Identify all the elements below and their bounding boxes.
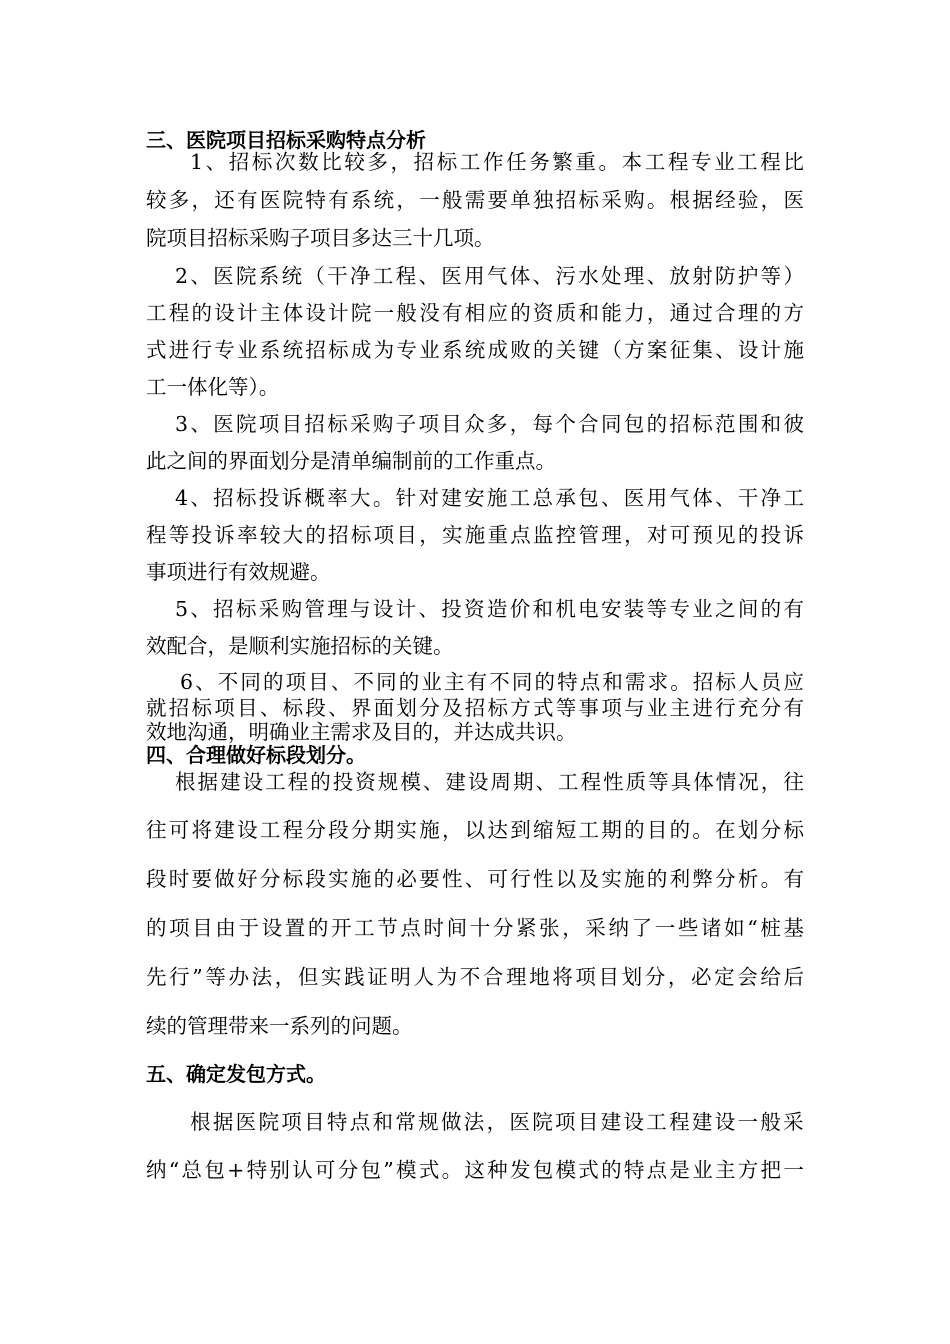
section-5-heading: 五、确定发包方式。 [146, 1062, 326, 1086]
s5-p1-line-2: 纳 “ 总 包 + 特 别 认 可 分 包 ” 模 式 。 这 种 发 包 模 式 的 特 点 是 业 主 方 把 一 [146, 1158, 804, 1182]
s5-p1-line-1: 根 据 医 院 项 目 特 点 和 常 规 做 法 ， 医 院 项 目 建 设 工 程 建 设 一 般 采 [190, 1110, 804, 1134]
s4-p1-line-3: 段 时 要 做 好 分 标 段 实 施 的 必 要 性 、 可 行 性 以 及 实 施 的 利 弊 分 析 。 有 [146, 867, 804, 891]
s3-p6-line-2: 就 招 标 项 目 、 标 段 、 界 面 划 分 及 招 标 方 式 等 事 项 与 业 主 进 行 充 分 有 [146, 696, 804, 720]
section-3-heading: 三、医院项目招标采购特点分析 [146, 128, 426, 152]
s4-p1-line-5: 先 行 ” 等 办 法 ， 但 实 践 证 明 人 为 不 合 理 地 将 项 目 划 分 ， 必 定 会 给 后 [146, 965, 804, 989]
s3-p5-line-2: 效配合，是顺利实施招标的关键。 [146, 634, 454, 658]
s3-p4-line-2: 程 等 投 诉 率 较 大 的 招 标 项 目 ， 实 施 重 点 监 控 管 理 ， 对 可 预 见 的 投 诉 [146, 523, 804, 547]
s3-p6-line-1: 6 、 不 同 的 项 目 、 不 同 的 业 主 有 不 同 的 特 点 和 需 求 。 招 标 人 员 应 [180, 670, 804, 694]
s4-p1-line-2: 往 可 将 建 设 工 程 分 段 分 期 实 施 ， 以 达 到 缩 短 工 期 的 目 的 。 在 划 分 标 [146, 818, 804, 842]
s3-p2-line-4: 工一体化等）。 [146, 375, 280, 399]
s3-p1-line-1: 1 、 招 标 次 数 比 较 多 ， 招 标 工 作 任 务 繁 重 。 本 工 程 专 业 工 程 比 [190, 150, 804, 174]
s3-p2-line-3: 式 进 行 专 业 系 统 招 标 成 为 专 业 系 统 成 败 的 关 键 （ 方 案 征 集 、 设 计 施 [146, 338, 804, 362]
s3-p1-line-2: 较 多 ， 还 有 医 院 特 有 系 统 ， 一 般 需 要 单 独 招 标 采 购 。 根 据 经 验 ， 医 [146, 188, 804, 212]
s3-p4-line-3: 事项进行有效规避。 [146, 560, 331, 584]
s3-p2-line-2: 工 程 的 设 计 主 体 设 计 院 一 般 没 有 相 应 的 资 质 和 能 力 ， 通 过 合 理 的 方 [146, 301, 804, 325]
s3-p1-line-3: 院项目招标采购子项目多达三十几项。 [146, 226, 495, 250]
s3-p3-line-2: 此之间的界面划分是清单编制前的工作重点。 [146, 449, 556, 473]
s3-p4-line-1: 4 、 招 标 投 诉 概 率 大 。 针 对 建 安 施 工 总 承 包 、 医 用 气 体 、 干 净 工 [175, 486, 804, 510]
s4-p1-line-1: 根 据 建 设 工 程 的 投 资 规 模 、 建 设 周 期 、 工 程 性 质 等 具 体 情 况 ， 往 [175, 770, 804, 794]
s4-p1-line-6: 续的管理带来一系列的问题。 [146, 1014, 413, 1038]
s3-p2-line-1: 2 、 医 院 系 统 （ 干 净 工 程 、 医 用 气 体 、 污 水 处 理 、 放 射 防 护 等 ） [175, 264, 804, 288]
s3-p6-line-3: 效地沟通，明确业主需求及目的，并达成共识。 [146, 720, 577, 744]
s4-p1-line-4: 的 项 目 由 于 设 置 的 开 工 节 点 时 间 十 分 紧 张 ， 采 纳 了 一 些 诸 如 “ 桩 基 [146, 916, 804, 940]
s3-p3-line-1: 3 、 医 院 项 目 招 标 采 购 子 项 目 众 多 ， 每 个 合 同 包 的 招 标 范 围 和 彼 [175, 412, 804, 436]
section-4-heading: 四、合理做好标段划分。 [146, 743, 366, 767]
s3-p5-line-1: 5 、 招 标 采 购 管 理 与 设 计 、 投 资 造 价 和 机 电 安 装 等 专 业 之 间 的 有 [175, 597, 804, 621]
